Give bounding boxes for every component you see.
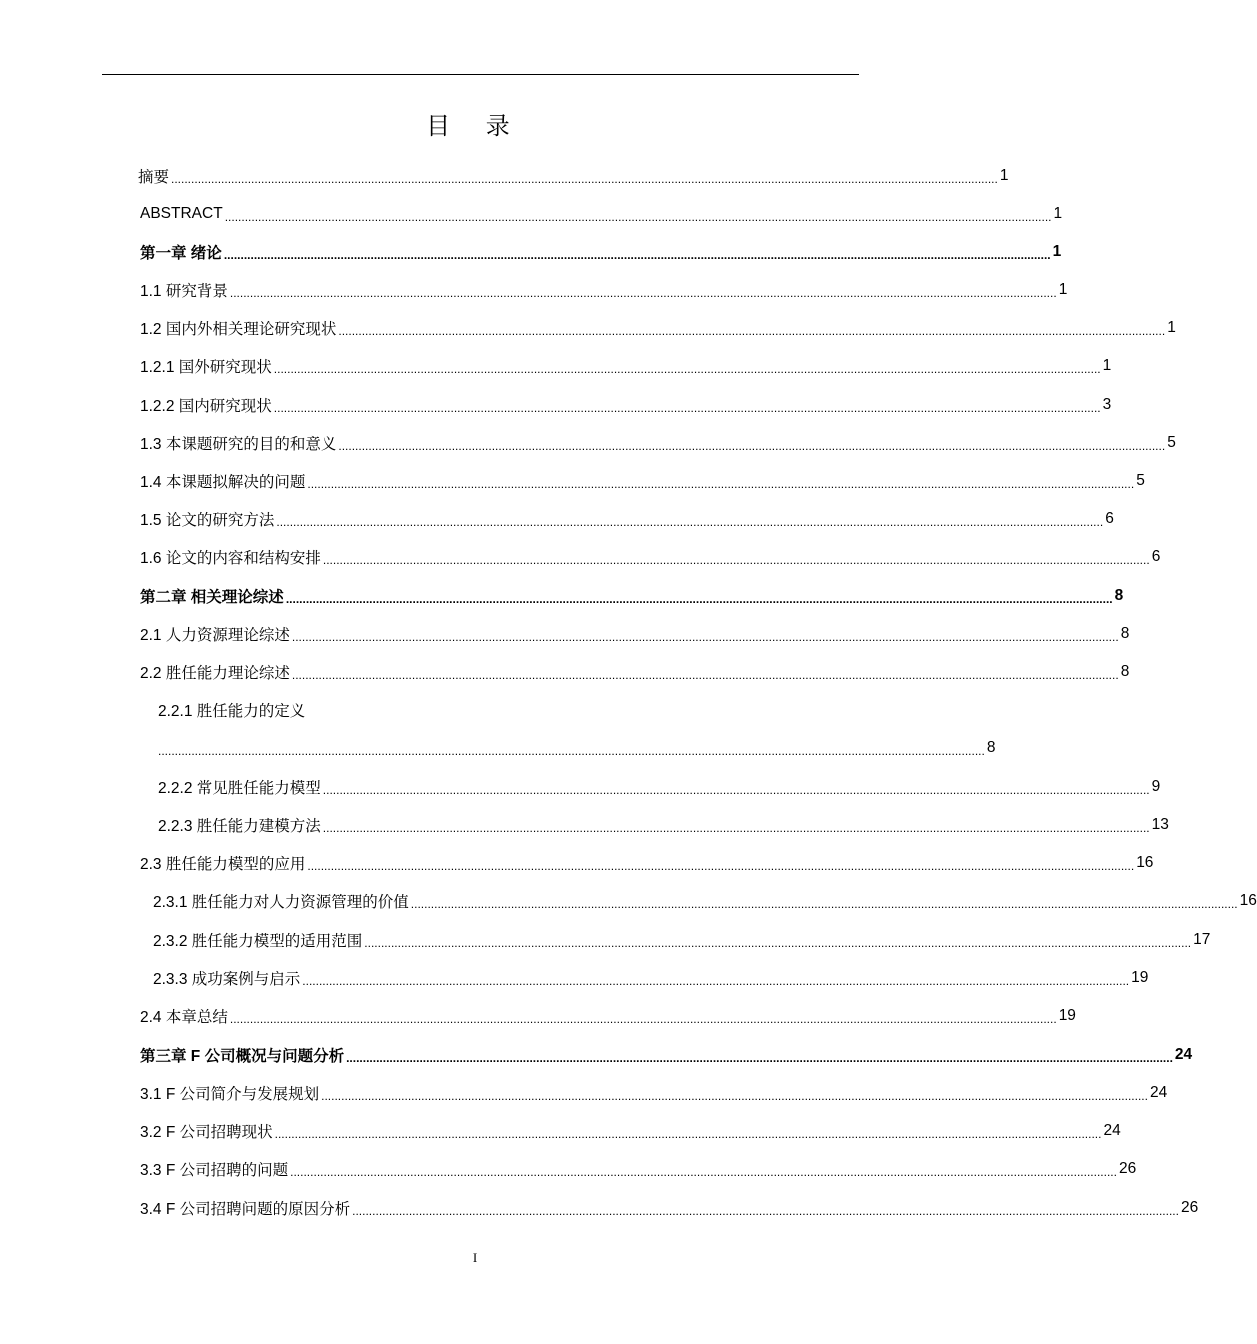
toc-leader-dots: ........................................................................................................................................................................................................................................................ — [352, 1204, 1179, 1218]
toc-entry-page: 1 — [1058, 281, 1068, 298]
toc-entry-label: 2.3.2 胜任能力模型的适用范围 — [153, 933, 363, 950]
toc-entry-2-2-1-leader[interactable] — [158, 729, 996, 767]
toc-leader-dots: ........................................................................................................................................................................................................................................................ — [158, 744, 985, 758]
toc-entry-1-4[interactable] — [140, 462, 1145, 500]
toc-entry-2-2-3[interactable] — [158, 806, 1169, 844]
toc-entry-label: 3.1 F 公司简介与发展规划 — [140, 1086, 320, 1103]
toc-entry-label: 第二章 相关理论综述 — [140, 589, 284, 606]
toc-leader-dots: ........................................................................................................................................................................................................................................................ — [273, 401, 1101, 415]
toc-entry-label: 2.4 本章总结 — [140, 1009, 228, 1026]
toc-entry-page: 8 — [1120, 663, 1130, 680]
toc-entry-label: 2.2.3 胜任能力建模方法 — [158, 818, 321, 835]
toc-entry-page: 24 — [1149, 1084, 1168, 1101]
toc-entry-abstract-cn[interactable] — [138, 157, 1009, 195]
toc-entry-label: 2.3.1 胜任能力对人力资源管理的价值 — [153, 894, 409, 911]
toc-title: 目 录 — [426, 112, 524, 140]
toc-entry-chapter-2[interactable] — [140, 577, 1124, 615]
toc-entry-label: 1.1 研究背景 — [140, 283, 228, 300]
toc-leader-dots: ........................................................................................................................................................................................................................................................ — [346, 1051, 1173, 1065]
toc-entry-page: 8 — [1120, 625, 1130, 642]
toc-leader-dots: ........................................................................................................................................................................................................................................................ — [410, 897, 1238, 911]
toc-entry-1-1[interactable] — [140, 271, 1068, 309]
toc-entry-page: 1 — [1167, 319, 1176, 336]
toc-entry-page: 3 — [1102, 396, 1112, 413]
toc-leader-dots: ........................................................................................................................................................................................................................................................ — [274, 1127, 1102, 1141]
toc-entry-2-4[interactable] — [140, 997, 1076, 1035]
toc-entry-label: 1.2.1 国外研究现状 — [140, 359, 272, 376]
toc-entry-page: 24 — [1103, 1122, 1121, 1139]
toc-entry-label: 2.2.1 胜任能力的定义 — [158, 703, 306, 720]
toc-entry-2-3-1[interactable] — [153, 882, 1257, 920]
toc-entry-chapter-3[interactable] — [140, 1036, 1193, 1074]
toc-leader-dots: ........................................................................................................................................................................................................................................................ — [307, 859, 1135, 873]
toc-entry-2-3-3[interactable] — [153, 959, 1149, 997]
page-number: I — [472, 1250, 478, 1265]
toc-entry-page: 19 — [1131, 969, 1149, 986]
toc-entry-page: 5 — [1167, 434, 1176, 451]
toc-entry-1-3[interactable] — [140, 424, 1176, 462]
toc-entry-1-2-1[interactable] — [140, 347, 1112, 385]
toc-entry-3-4[interactable] — [140, 1189, 1199, 1227]
toc-entry-page: 1 — [1052, 243, 1062, 260]
toc-entry-page: 16 — [1239, 892, 1257, 909]
toc-entry-1-2-2[interactable] — [140, 386, 1112, 424]
toc-leader-dots: ........................................................................................................................................................................................................................................................ — [364, 936, 1192, 950]
toc-entry-2-2[interactable] — [140, 653, 1130, 691]
toc-entry-2-2-2[interactable] — [158, 768, 1161, 806]
toc-leader-dots: ........................................................................................................................................................................................................................................................ — [322, 553, 1150, 567]
toc-leader-dots: ........................................................................................................................................................................................................................................................ — [291, 668, 1119, 682]
toc-leader-dots: ........................................................................................................................................................................................................................................................ — [276, 515, 1104, 529]
toc-leader-dots: ........................................................................................................................................................................................................................................................ — [302, 974, 1130, 988]
toc-entry-page: 13 — [1151, 816, 1169, 833]
header-rule — [102, 74, 859, 75]
toc-leader-dots: ........................................................................................................................................................................................................................................................ — [229, 1012, 1057, 1026]
toc-entry-page: 6 — [1105, 510, 1114, 527]
toc-leader-dots: ........................................................................................................................................................................................................................................................ — [322, 821, 1150, 835]
toc-entry-1-2[interactable] — [140, 309, 1176, 347]
toc-leader-dots: ........................................................................................................................................................................................................................................................ — [290, 1165, 1117, 1179]
toc-entry-3-1[interactable] — [140, 1074, 1168, 1112]
toc-entry-label: 1.5 论文的研究方法 — [140, 512, 275, 529]
toc-entry-abstract-en[interactable] — [140, 195, 1063, 233]
toc-entry-label: 第三章 F 公司概况与问题分析 — [140, 1048, 345, 1065]
toc-entry-page: 1 — [1102, 357, 1112, 374]
toc-entry-2-3[interactable] — [140, 844, 1154, 882]
toc-entry-label: 1.2.2 国内研究现状 — [140, 398, 272, 415]
toc-entry-label: 2.1 人力资源理论综述 — [140, 627, 290, 644]
toc-entry-page: 1 — [1053, 205, 1063, 222]
toc-entry-page: 24 — [1174, 1046, 1193, 1063]
toc-entry-label: 1.2 国内外相关理论研究现状 — [140, 321, 337, 338]
toc-entry-page: 26 — [1180, 1199, 1199, 1216]
toc-leader-dots: ........................................................................................................................................................................................................................................................ — [338, 324, 1166, 338]
toc-entry-label: 第一章 绪论 — [140, 245, 222, 262]
toc-entry-label: 1.4 本课题拟解决的问题 — [140, 474, 306, 491]
toc-entry-page: 26 — [1118, 1160, 1137, 1177]
toc-entry-2-2-1-title[interactable] — [158, 691, 859, 729]
toc-leader-dots: ........................................................................................................................................................................................................................................................ — [321, 1089, 1148, 1103]
toc-entry-2-1[interactable] — [140, 615, 1130, 653]
toc-leader-dots: ........................................................................................................................................................................................................................................................ — [307, 477, 1135, 491]
toc-leader-dots: ........................................................................................................................................................................................................................................................ — [285, 592, 1113, 606]
toc-leader-dots: ........................................................................................................................................................................................................................................................ — [273, 362, 1101, 376]
toc-entry-label: 2.3.3 成功案例与启示 — [153, 971, 301, 988]
toc-entry-3-3[interactable] — [140, 1150, 1137, 1188]
toc-leader-dots: ........................................................................................................................................................................................................................................................ — [229, 286, 1057, 300]
toc-entry-label: 3.3 F 公司招聘的问题 — [140, 1162, 289, 1179]
toc-entry-page: 8 — [986, 739, 996, 756]
toc-entry-page: 5 — [1136, 472, 1145, 489]
toc-entry-label: 3.2 F 公司招聘现状 — [140, 1124, 273, 1141]
toc-entry-page: 1 — [999, 167, 1009, 184]
toc-entry-label: 摘要 — [138, 169, 170, 186]
toc-entry-label: ABSTRACT — [140, 205, 223, 222]
toc-leader-dots: ........................................................................................................................................................................................................................................................ — [322, 783, 1150, 797]
toc-entry-label: 2.2.2 常见胜任能力模型 — [158, 780, 321, 797]
toc-entry-label: 2.2 胜任能力理论综述 — [140, 665, 290, 682]
toc-entry-page: 19 — [1058, 1007, 1076, 1024]
toc-entry-chapter-1[interactable] — [140, 233, 1062, 271]
toc-entry-3-2[interactable] — [140, 1112, 1121, 1150]
toc-entry-label: 2.3 胜任能力模型的应用 — [140, 856, 306, 873]
toc-entry-label: 1.6 论文的内容和结构安排 — [140, 550, 321, 567]
toc-leader-dots: ........................................................................................................................................................................................................................................................ — [291, 630, 1119, 644]
toc-entry-1-5[interactable] — [140, 500, 1114, 538]
toc-entry-label: 1.3 本课题研究的目的和意义 — [140, 436, 337, 453]
toc-entry-page: 17 — [1193, 931, 1211, 948]
toc-leader-dots: ........................................................................................................................................................................................................................................................ — [171, 172, 998, 186]
toc-entry-page: 9 — [1151, 778, 1161, 795]
toc-leader-dots: ........................................................................................................................................................................................................................................................ — [223, 248, 1051, 262]
toc-leader-dots: ........................................................................................................................................................................................................................................................ — [338, 439, 1166, 453]
toc-entry-label: 3.4 F 公司招聘问题的原因分析 — [140, 1201, 351, 1218]
toc-entry-page: 16 — [1136, 854, 1154, 871]
toc-entry-2-3-2[interactable] — [153, 921, 1211, 959]
toc-leader-dots: ........................................................................................................................................................................................................................................................ — [224, 210, 1052, 224]
toc-entry-page: 6 — [1151, 548, 1161, 565]
toc-entry-page: 8 — [1114, 587, 1124, 604]
toc-entry-1-6[interactable] — [140, 538, 1161, 576]
